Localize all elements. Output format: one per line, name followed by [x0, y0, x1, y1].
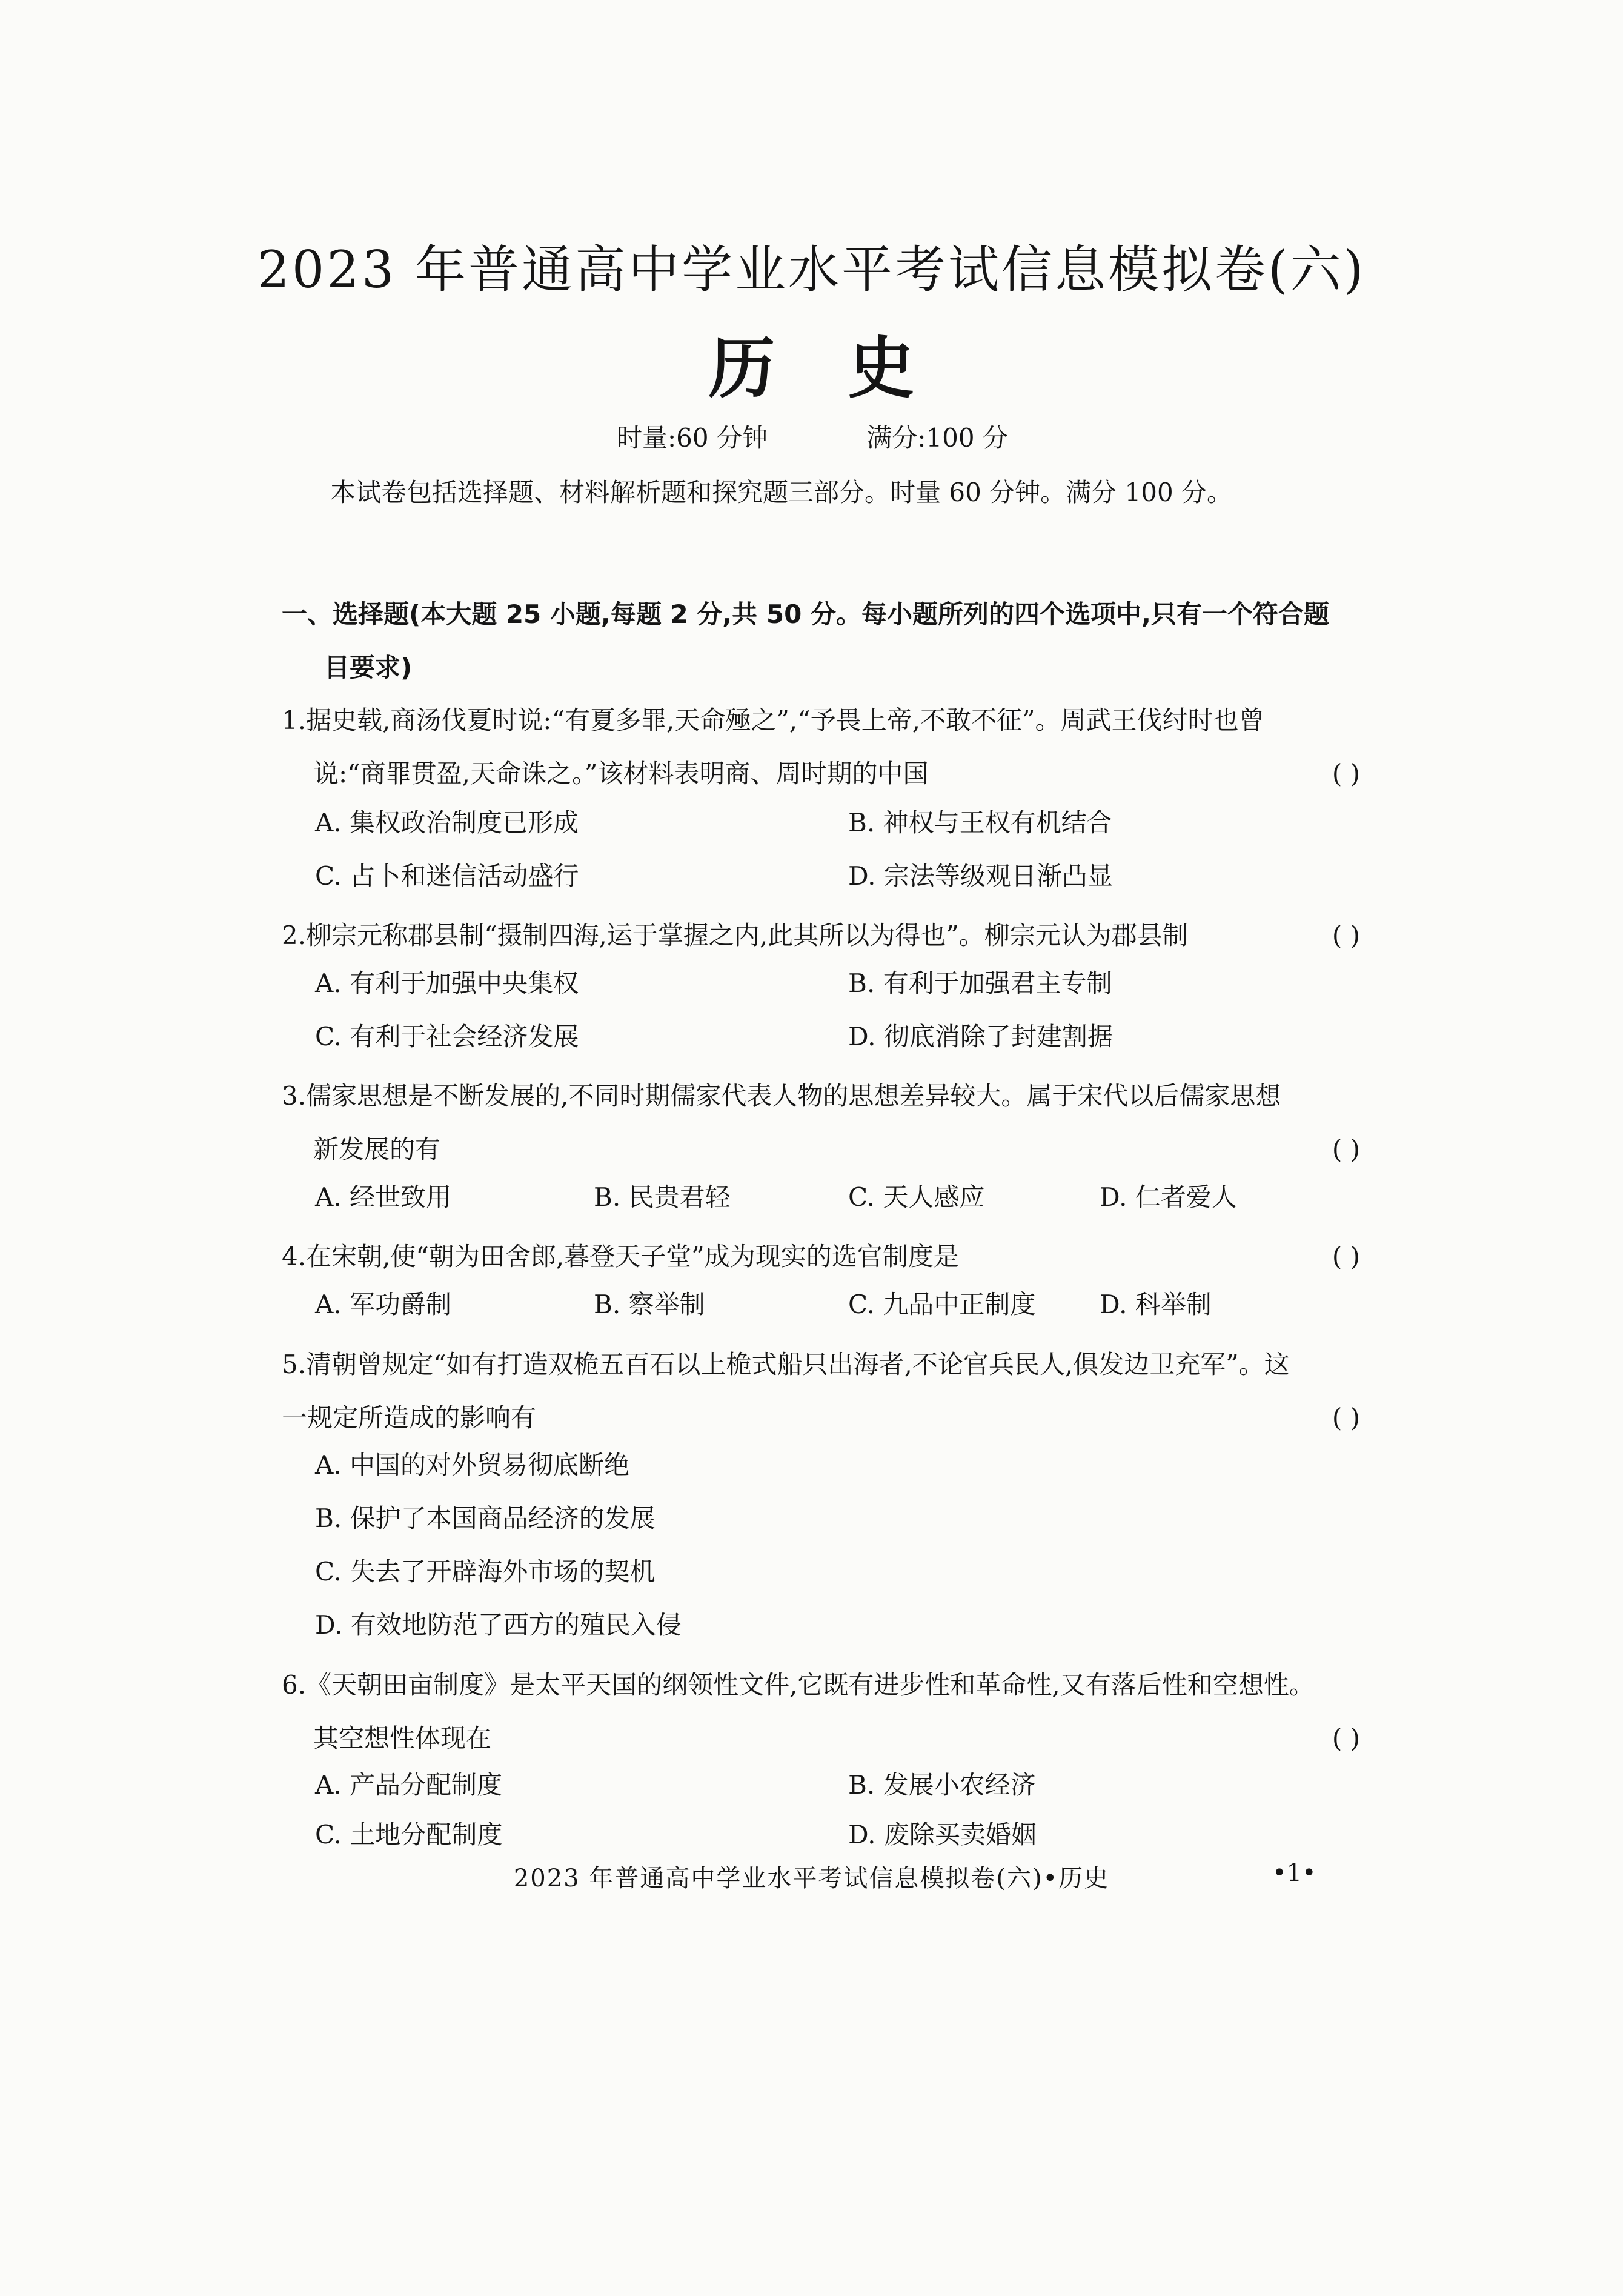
answer-blank: ( ) — [1332, 1403, 1360, 1433]
option-d: D. 科举制 — [1100, 1289, 1212, 1319]
page-number: •1• — [1272, 1859, 1316, 1887]
question-stem: 1.据史载,商汤伐夏时说:“有夏多罪,天命殛之”,“予畏上帝,不敢不征”。周武王伐纣时也曾 — [282, 705, 1264, 735]
answer-blank: ( ) — [1332, 1134, 1360, 1164]
question-4 — [282, 1230, 1360, 1283]
option-d: D. 彻底消除了封建割据 — [848, 1022, 1113, 1051]
section-heading — [282, 588, 1360, 694]
page-footer: 2023 年普通高中学业水平考试信息模拟卷(六)•历史 — [513, 1865, 1110, 1892]
option-b: B. 神权与王权有机结合 — [848, 808, 1112, 837]
question-stem: 6.《天朝田亩制度》是太平天国的纲领性文件,它既有进步性和革命性,又有落后性和空想性。 — [282, 1670, 1315, 1700]
question-stem-continued: 说:“商罪贯盈,天命诛之。”该材料表明商、周时期的中国 — [313, 759, 929, 788]
option-c: C. 占卜和迷信活动盛行 — [315, 861, 579, 891]
question-stem-continued: 新发展的有 — [313, 1134, 441, 1164]
option-c: C. 天人感应 — [848, 1182, 985, 1212]
option-a: A. 军功爵制 — [315, 1289, 452, 1319]
section-line-2: 目要求) — [324, 653, 413, 682]
option-c: C. 九品中正制度 — [848, 1289, 1036, 1319]
question-stem-continued: 其空想性体现在 — [313, 1723, 492, 1753]
question-2 — [282, 909, 1360, 962]
question-stem: 2.柳宗元称郡县制“摄制四海,运于掌握之内,此其所以为得也”。柳宗元认为郡县制 — [282, 920, 1188, 950]
option-a: A. 有利于加强中央集权 — [315, 968, 579, 998]
subject-title: 历史 — [708, 330, 987, 407]
question-5 — [282, 1338, 1360, 1445]
option-a: A. 中国的对外贸易彻底断绝 — [315, 1450, 630, 1480]
option-d: D. 宗法等级观日渐凸显 — [848, 861, 1113, 891]
exam-title: 2023 年普通高中学业水平考试信息模拟卷(六) — [257, 240, 1366, 299]
option-d: D. 废除买卖婚姻 — [848, 1820, 1037, 1849]
question-stem: 5.清朝曾规定“如有打造双桅五百石以上桅式船只出海者,不论官兵民人,俱发边卫充军”。这 — [282, 1349, 1290, 1379]
option-c: C. 失去了开辟海外市场的契机 — [315, 1557, 656, 1586]
option-c: C. 有利于社会经济发展 — [315, 1022, 579, 1051]
option-b: B. 有利于加强君主专制 — [848, 968, 1112, 998]
option-b: B. 发展小农经济 — [848, 1770, 1036, 1800]
question-6 — [282, 1659, 1360, 1765]
full-score: 满分:100 分 — [866, 423, 1008, 453]
option-c: C. 土地分配制度 — [315, 1820, 503, 1849]
time-limit: 时量:60 分钟 — [617, 423, 768, 453]
exam-intro: 本试卷包括选择题、材料解析题和探究题三部分。时量 60 分钟。满分 100 分。 — [330, 478, 1233, 507]
question-stem: 3.儒家思想是不断发展的,不同时期儒家代表人物的思想差异较大。属于宋代以后儒家思想 — [282, 1081, 1281, 1111]
question-1 — [282, 694, 1360, 800]
answer-blank: ( ) — [1332, 1723, 1360, 1753]
option-a: A. 集权政治制度已形成 — [315, 808, 579, 837]
answer-blank: ( ) — [1332, 759, 1360, 788]
question-stem: 4.在宋朝,使“朝为田舍郎,暮登天子堂”成为现实的选官制度是 — [282, 1242, 959, 1271]
option-a: A. 产品分配制度 — [315, 1770, 503, 1800]
question-3 — [282, 1070, 1360, 1176]
question-stem-continued: 一规定所造成的影响有 — [282, 1403, 537, 1433]
answer-blank: ( ) — [1332, 1242, 1360, 1271]
option-a: A. 经世致用 — [315, 1182, 452, 1212]
option-b: B. 察举制 — [594, 1289, 705, 1319]
exam-meta — [617, 418, 1008, 454]
option-d: D. 有效地防范了西方的殖民入侵 — [315, 1610, 682, 1640]
option-b: B. 保护了本国商品经济的发展 — [315, 1503, 656, 1533]
option-b: B. 民贵君轻 — [594, 1182, 731, 1212]
answer-blank: ( ) — [1332, 920, 1360, 950]
option-d: D. 仁者爱人 — [1100, 1182, 1237, 1212]
section-line-1: 一、选择题(本大题 25 小题,每题 2 分,共 50 分。每小题所列的四个选项中,只有一个符合题 — [282, 599, 1329, 629]
